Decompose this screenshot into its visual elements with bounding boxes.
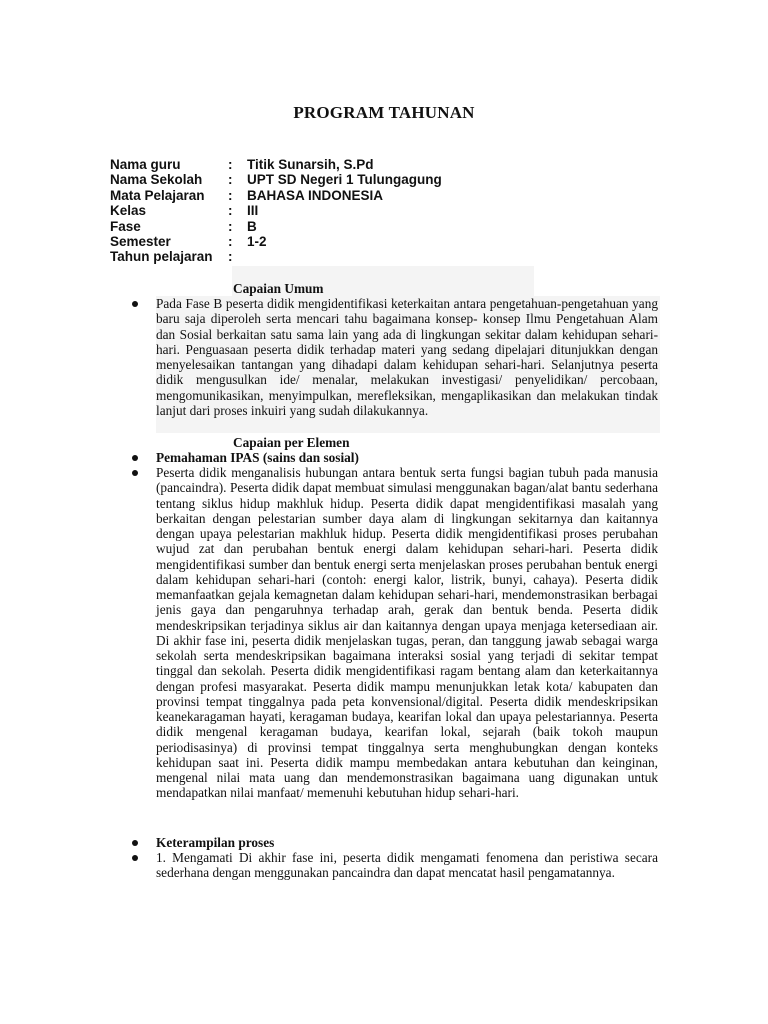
meta-row-fase xyxy=(110,219,442,234)
meta-colon: : xyxy=(228,218,233,234)
meta-label: Kelas xyxy=(110,203,147,219)
meta-label: Fase xyxy=(110,218,141,234)
capaian-umum-heading: Capaian Umum xyxy=(233,281,324,296)
meta-row-tahun-pelajaran xyxy=(110,249,442,264)
meta-colon: : xyxy=(228,203,233,219)
meta-colon: : xyxy=(228,157,233,172)
meta-label: Nama Sekolah xyxy=(110,172,203,188)
elemen-item-pemahaman-text: Peserta didik menganalisis hubungan antara bentuk serta fungsi bagian tubuh pada manusia (pancaindra). Peserta didik dapat membuat simulasi menggunakan bagan/alat bantu sederhana tentang siklus hidup makhluk hidup. Peserta didik dapat mengidentifikasi masalah yang berkaitan dengan pelestarian sumber daya alam di lingkungan sekitarnya dan kaitannya dengan upaya pelestarian makhluk hidup. Peserta didik mengidentifikasi proses perubahan wujud zat dan perubahan bentuk energi dalam kehidupan sehari-hari. Peserta didik mengidentifikasi sumber dan bentuk energi serta menjelaskan proses perubahan bentuk energi dalam kehidupan sehari-hari (contoh: energi kalor, listrik, bunyi, cahaya). Peserta didik memanfaatkan gejala kemagnetan dalam kehidupan sehari-hari, mendemonstrasikan berbagai jenis gaya dan pengaruhnya terhadap arah, gerak dan bentuk benda. Peserta didik mendeskripsikan terjadinya siklus air dan kaitannya dengan upaya menjaga ketersediaan air. Di akhir fase ini, peserta didik menjelaskan tugas, peran, dan tanggung jawab sebagai warga sekolah serta mendeskripsikan bagaimana interaksi sosial yang terjadi di sekitar tempat tinggal dan sekolah. Peserta didik mengidentifikasi ragam bentang alam dan keterkaitannya dengan profesi masyarakat. Peserta didik mampu menunjukkan letak kota/ kabupaten dan provinsi tempat tinggalnya pada peta konvensional/digital. Peserta didik mendeskripsikan keanekaragaman hayati, keragaman budaya, kearifan lokal dan upaya pelestariannya. Peserta didik mengenal keragaman budaya, kearifan lokal, sejarah (baik tokoh maupun periodisasinya) di provinsi tempat tinggalnya serta menghubungkan dengan konteks kehidupan saat ini. Peserta didik mampu membedakan antara kebutuhan dan keinginan, mengenal nilai mata uang dan mendemonstrasikan bagaimana uang digunakan untuk mendapatkan nilai manfaat/ memenuhi kebutuhan hidup sehari-hari. xyxy=(156,465,658,801)
bullet-dot xyxy=(132,855,138,861)
meta-colon: : xyxy=(228,172,233,188)
meta-row-nama-guru xyxy=(110,157,442,172)
meta-value: B xyxy=(247,218,257,234)
meta-colon: : xyxy=(228,249,233,265)
meta-label: Tahun pelajaran xyxy=(110,249,213,265)
elemen-item-keterampilan-proses: Keterampilan proses xyxy=(156,835,275,850)
meta-value: UPT SD Negeri 1 Tulungagung xyxy=(247,172,442,188)
meta-colon: : xyxy=(228,187,233,203)
meta-row-mata-pelajaran xyxy=(110,188,442,203)
meta-label: Semester xyxy=(110,234,171,250)
meta-row-nama-sekolah xyxy=(110,172,442,187)
elemen-item-mengamati: 1. Mengamati Di akhir fase ini, peserta didik mengamati fenomena dan peristiwa secara sederhana dengan menggunakan pancaindra dan dapat mencatat hasil pengamatannya. xyxy=(156,850,658,881)
capaian-umum-text: Pada Fase B peserta didik mengidentifikasi keterkaitan antara pengetahuan-pengetahuan yang baru saja diperoleh serta mencari tahu bagaimana konsep- konsep Ilmu Pengetahuan Alam dan Sosial berkaitan satu sama lain yang ada di lingkungan sekitar dalam kehidupan sehari-hari. Penguasaan peserta didik terhadap materi yang sedang dipelajari ditunjukkan dengan menyelesaikan tantangan yang dihadapi dalam kehidupan sehari-hari. Selanjutnya peserta didik mengusulkan ide/ menalar, melakukan investigasi/ penyelidikan/ percobaan, mengomunikasikan, menyimpulkan, merefleksikan, mengaplikasikan dan melakukan tindak lanjut dari proses inkuiri yang sudah dilakukannya. xyxy=(156,296,658,418)
bullet-dot xyxy=(132,840,138,846)
meta-label: Nama guru xyxy=(110,157,181,172)
meta-value: Titik Sunarsih, S.Pd xyxy=(247,157,374,172)
elemen-item-pemahaman-ipas: Pemahaman IPAS (sains dan sosial) xyxy=(156,450,359,465)
meta-row-semester xyxy=(110,234,442,249)
bullet-dot xyxy=(132,301,138,307)
meta-row-kelas xyxy=(110,203,442,218)
bullet-dot xyxy=(132,455,138,461)
identity-table xyxy=(110,157,442,265)
bullet-dot xyxy=(132,470,138,476)
meta-value: 1-2 xyxy=(247,234,267,250)
meta-value: III xyxy=(247,203,259,219)
meta-value: BAHASA INDONESIA xyxy=(247,187,384,203)
capaian-elemen-heading: Capaian per Elemen xyxy=(233,435,350,450)
meta-colon: : xyxy=(228,234,233,250)
meta-label: Mata Pelajaran xyxy=(110,187,205,203)
page-title: PROGRAM TAHUNAN xyxy=(293,103,475,122)
